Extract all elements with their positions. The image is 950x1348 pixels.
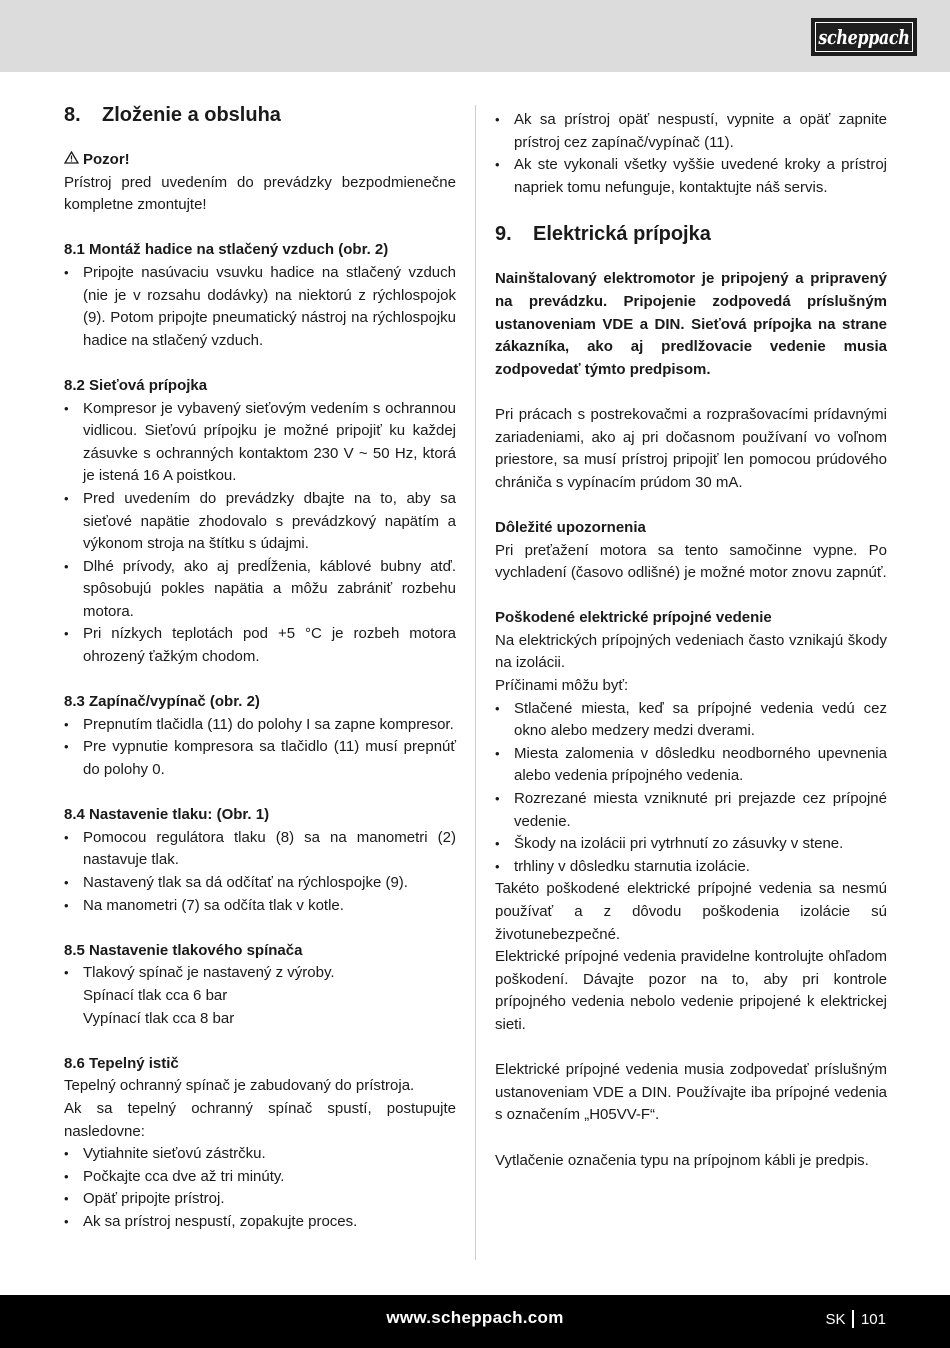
paragraph: Nainštalovaný elektromotor je pripojený a pripravený na prevádzku. Pripojenie zodpovedá príslušným ustanoveniam VDE a DIN. Sieťová prípojka na strane zákazníka, ako aj predlžovacie vedenie musia zodpovedať týmto predpisom. bbox=[495, 270, 887, 378]
list-item: • Ak ste vykonali všetky vyššie uvedené kroky a prístroj napriek tomu nefunguje, kontaktujte náš servis. bbox=[495, 154, 887, 199]
list-item: • Nastavený tlak sa dá odčítať na rýchlospojke (9). bbox=[64, 872, 456, 895]
bullet-list bbox=[64, 1143, 456, 1233]
list-item: • Dlhé prívody, ako aj predĺženia, káblové bubny atď. spôsobujú pokles napätia a môžu zabrániť rozbehu motora. bbox=[64, 556, 456, 624]
paragraph: Na elektrických prípojných vedeniach často vznikajú škody na izolácii. bbox=[495, 631, 887, 672]
list-item: • Ak sa prístroj nespustí, zopakujte proces. bbox=[64, 1211, 456, 1234]
page-num: 101 bbox=[860, 1310, 886, 1328]
section-9-heading: 9. Elektrická prípojka bbox=[495, 223, 711, 246]
warning-title: Pozor! bbox=[64, 149, 456, 172]
list-item: • Opäť pripojte prístroj. bbox=[64, 1188, 456, 1211]
list-item: • Ak sa prístroj opäť nespustí, vypnite a opäť zapnite prístroj cez zapínač/vypínač (11). bbox=[495, 109, 887, 154]
warning-text: Prístroj pred uvedením do prevádzky bezpodmienečne kompletne zmontujte! bbox=[64, 173, 456, 214]
language-code: SK bbox=[825, 1310, 846, 1328]
list-item: • Tlakový spínač je nastavený z výroby. bbox=[64, 962, 456, 985]
section-8-heading: 8. Zloženie a obsluha bbox=[64, 104, 281, 126]
bullet-list bbox=[64, 398, 456, 669]
paragraph: Tepelný ochranný spínač je zabudovaný do prístroja. bbox=[64, 1077, 415, 1095]
warning-icon bbox=[64, 149, 79, 172]
scheppach-logo: scheppach bbox=[811, 18, 917, 56]
bullet-list bbox=[495, 698, 887, 879]
subsection-title: Poškodené elektrické prípojné vedenie bbox=[495, 609, 772, 627]
subsection-title: 8.3 Zapínač/vypínač (obr. 2) bbox=[64, 693, 260, 711]
paragraph: Ak sa tepelný ochranný spínač spustí, postupujte nasledovne: bbox=[64, 1099, 456, 1140]
page-number bbox=[825, 1310, 886, 1328]
list-item: • Pomocou regulátora tlaku (8) sa na manometri (2) nastavuje tlak. bbox=[64, 827, 456, 872]
list-item: • Škody na izolácii pri vytrhnutí zo zásuvky v stene. bbox=[495, 833, 887, 856]
subsection-title: 8.4 Nastavenie tlaku: (Obr. 1) bbox=[64, 806, 270, 824]
paragraph: Elektrické prípojné vedenia pravidelne kontrolujte ohľadom poškodení. Dávajte pozor na to, aby pri kontrole prípojného vedenia nebolo vedenie pripojené k elektrickej sieti. bbox=[495, 948, 887, 1033]
list-item: • Prepnutím tlačidla (11) do polohy I sa zapne kompresor. bbox=[64, 714, 456, 737]
paragraph: Pri prácach s postrekovačmi a rozprašovacími prídavnými zariadeniami, ako aj pri dočasnom používaní vo voľnom priestore, sa musí prístroj pripojiť len pomocou prúdového chrániča s vypínacím prúdom 30 mA. bbox=[495, 405, 887, 491]
subsection-title: Dôležité upozornenia bbox=[495, 518, 646, 536]
pressure-on-text: Spínací tlak cca 6 bar bbox=[83, 986, 228, 1004]
paragraph: Pri preťažení motora sa tento samočinne vypne. Po vychladení (časovo odlišné) je možné motor znovu zapnúť. bbox=[495, 541, 887, 582]
bullet-list bbox=[64, 262, 456, 352]
subsection-title: 8.2 Sieťová prípojka bbox=[64, 376, 208, 394]
subsection-title: 8.1 Montáž hadice na stlačený vzduch (obr. 2) bbox=[64, 241, 389, 259]
list-item: • Pripojte nasúvaciu vsuvku hadice na stlačený vzduch (nie je v rozsahu dodávky) na niektorú z rýchlospojok (9). Potom pripojte pneumatický nástroj na rýchlospojku hadice na stlačený vzduch. bbox=[64, 262, 456, 352]
subsection-title: 8.5 Nastavenie tlakového spínača bbox=[64, 941, 303, 959]
list-item: • trhliny v dôsledku starnutia izolácie. bbox=[495, 856, 887, 879]
paragraph: Príčinami môžu byť: bbox=[495, 677, 629, 695]
list-item: • Pri nízkych teplotách pod +5 °C je rozbeh motora ohrozený ťažkým chodom. bbox=[64, 623, 456, 668]
left-column bbox=[64, 100, 456, 1234]
column-divider bbox=[475, 105, 476, 1260]
website-link[interactable]: www.scheppach.com bbox=[386, 1308, 564, 1327]
list-item: • Na manometri (7) sa odčíta tlak v kotle. bbox=[64, 895, 456, 918]
right-column bbox=[495, 109, 887, 1172]
list-item: • Pred uvedením do prevádzky dbajte na to, aby sa sieťové napätie zhodovalo s prevádzkový napätím a výkonom stroja na štítku s údajmi. bbox=[64, 488, 456, 556]
page-separator bbox=[852, 1310, 854, 1328]
paragraph: Vytlačenie označenia typu na prípojnom kábli je predpis. bbox=[495, 1151, 869, 1169]
list-item: • Stlačené miesta, keď sa prípojné vedenia vedú cez okno alebo medzery medzi dverami. bbox=[495, 698, 887, 743]
bullet-list bbox=[495, 109, 887, 199]
page-header bbox=[0, 0, 950, 72]
pressure-off-text: Vypínací tlak cca 8 bar bbox=[83, 1009, 235, 1027]
list-item: • Rozrezané miesta vzniknuté pri prejazde cez prípojné vedenie. bbox=[495, 788, 887, 833]
paragraph: Takéto poškodené elektrické prípojné vedenia sa nesmú používať a z dôvodu poškodenia izolácie sú životunebezpečné. bbox=[495, 880, 887, 943]
list-item: • Počkajte cca dve až tri minúty. bbox=[64, 1166, 456, 1189]
page-footer bbox=[0, 1295, 950, 1348]
list-item: • Miesta zalomenia v dôsledku neodborného upevnenia alebo vedenia prípojného vedenia. bbox=[495, 743, 887, 788]
list-item: • Pre vypnutie kompresora sa tlačidlo (11) musí prepnúť do polohy 0. bbox=[64, 736, 456, 781]
list-item: • Kompresor je vybavený sieťovým vedením s ochrannou vidlicou. Sieťovú prípojku je možné pripojiť ku každej zásuvke s ochranných kontaktom 230 V ~ 50 Hz, ktorá je istená 16 A poistkou. bbox=[64, 398, 456, 488]
bullet-list bbox=[64, 962, 456, 985]
subsection-title: 8.6 Tepelný istič bbox=[64, 1054, 179, 1072]
bullet-list bbox=[64, 827, 456, 917]
bullet-list bbox=[64, 714, 456, 782]
list-item: • Vytiahnite sieťovú zástrčku. bbox=[64, 1143, 456, 1166]
paragraph: Elektrické prípojné vedenia musia zodpovedať príslušným ustanoveniam VDE a DIN. Používajte iba prípojné vedenia s označením „H05VV-F“. bbox=[495, 1061, 887, 1124]
